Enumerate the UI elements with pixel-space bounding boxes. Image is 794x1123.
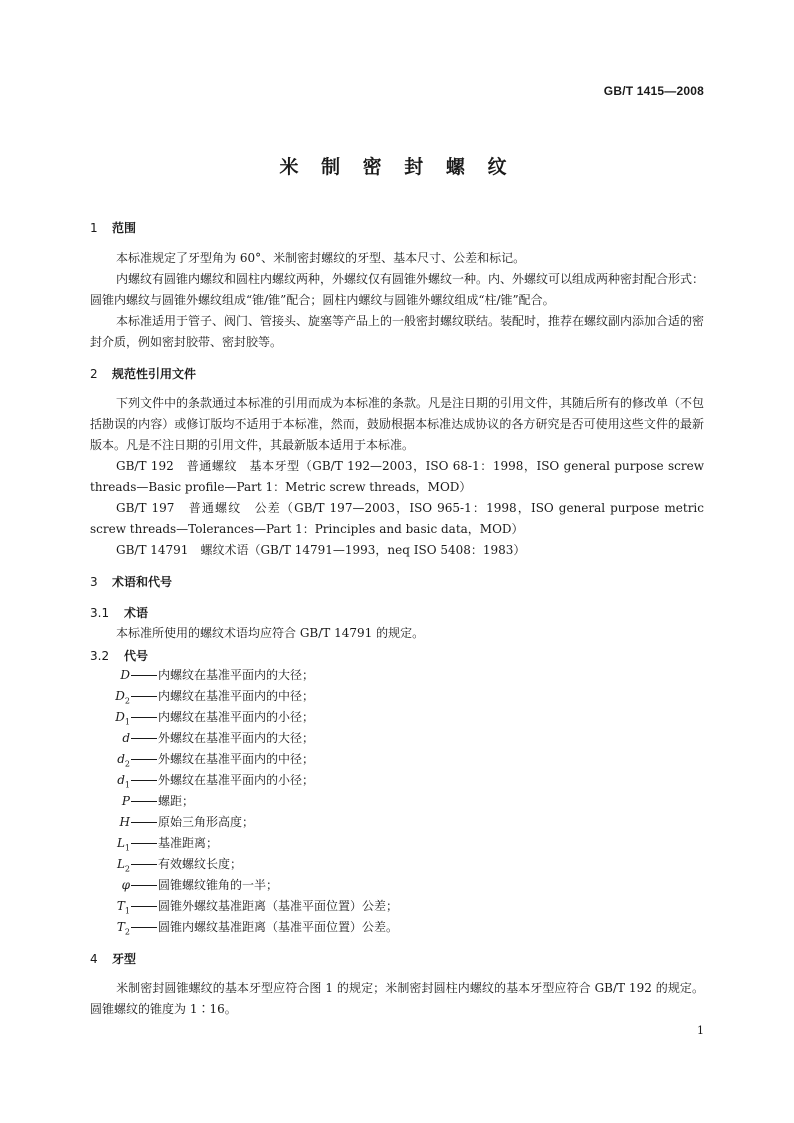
section-number: 1 bbox=[90, 221, 98, 235]
section-2-heading bbox=[90, 365, 196, 382]
em-dash bbox=[130, 875, 158, 896]
symbol-description: 内螺纹在基准平面内的中径； bbox=[158, 689, 315, 703]
profile-paragraph: 米制密封圆锥螺纹的基本牙型应符合图 1 的规定；米制密封圆柱内螺纹的基本牙型应符合 GB/T 192 的规定。圆锥螺纹的锥度为 1∶16。 bbox=[90, 981, 704, 1016]
document-title: 米 制 密 封 螺 纹 bbox=[279, 156, 515, 178]
section-title: 规范性引用文件 bbox=[112, 367, 197, 381]
symbol-description: 圆锥内螺纹基准距离（基准平面位置）公差。 bbox=[158, 920, 399, 934]
symbol: $d_1$ bbox=[117, 773, 130, 790]
symbol: $L_1$ bbox=[116, 836, 130, 853]
symbol-row bbox=[90, 728, 704, 749]
symbol-row bbox=[90, 665, 704, 686]
symbol: φ bbox=[121, 878, 130, 892]
symbol-row bbox=[90, 791, 704, 812]
section-3-heading bbox=[90, 573, 172, 590]
references-intro: 下列文件中的条款通过本标准的引用而成为本标准的条款。凡是注日期的引用文件，其随后所有的修改单（不包括勘误的内容）或修订版均不适用于本标准，然而，鼓励根据本标准达成协议的各方研究是否可使用这些文件的最新版本。凡是不注日期的引用文件，其最新版本适用于本标准。 bbox=[90, 396, 705, 452]
symbol-description: 原始三角形高度； bbox=[158, 815, 255, 829]
terms-paragraph: 本标准所使用的螺纹术语均应符合 GB/T 14791 的规定。 bbox=[116, 626, 425, 640]
symbol: D bbox=[120, 668, 130, 682]
em-dash bbox=[130, 728, 158, 749]
symbol-description: 螺距； bbox=[158, 794, 195, 808]
symbol: d bbox=[122, 731, 130, 745]
symbol-row bbox=[90, 812, 704, 833]
reference-gbt197: GB/T 197 普通螺纹 公差（GB/T 197—2003，ISO 965-1：1998，ISO general purpose metric screw threads—Tolerances—Part 1：Principles and basic data，MOD） bbox=[90, 501, 704, 536]
section-number: 4 bbox=[90, 952, 98, 966]
em-dash bbox=[130, 917, 158, 938]
section-title: 牙型 bbox=[112, 952, 137, 966]
symbol-description: 内螺纹在基准平面内的大径； bbox=[158, 668, 315, 682]
section-title: 术语和代号 bbox=[112, 575, 173, 589]
em-dash bbox=[130, 896, 158, 917]
section-title: 术语 bbox=[124, 606, 149, 620]
section-3-2-heading bbox=[90, 647, 148, 664]
reference-gbt14791: GB/T 14791 螺纹术语（GB/T 14791—1993，neq ISO 5408：1983） bbox=[116, 543, 526, 557]
symbol-description: 外螺纹在基准平面内的大径； bbox=[158, 731, 315, 745]
symbol-description: 基准距离； bbox=[158, 836, 219, 850]
symbol: $d_2$ bbox=[117, 752, 130, 769]
symbol: $T_2$ bbox=[116, 920, 130, 937]
symbol-description: 圆锥外螺纹基准距离（基准平面位置）公差； bbox=[158, 899, 399, 913]
symbol-description: 内螺纹在基准平面内的小径； bbox=[158, 710, 315, 724]
em-dash bbox=[130, 665, 158, 686]
symbol-description: 圆锥螺纹锥角的一半； bbox=[158, 878, 279, 892]
em-dash bbox=[130, 854, 158, 875]
symbol: H bbox=[119, 815, 130, 829]
symbol: P bbox=[121, 794, 130, 808]
em-dash bbox=[130, 707, 158, 728]
section-title: 范围 bbox=[112, 221, 137, 235]
scope-paragraph-1: 本标准规定了牙型角为 60°、米制密封螺纹的牙型、基本尺寸、公差和标记。 bbox=[116, 251, 526, 265]
section-4-heading bbox=[90, 950, 136, 967]
section-title: 代号 bbox=[124, 649, 149, 663]
symbol-row bbox=[90, 875, 704, 896]
scope-paragraph-2: 内螺纹有圆锥内螺纹和圆柱内螺纹两种，外螺纹仅有圆锥外螺纹一种。内、外螺纹可以组成两种密封配合形式：圆锥内螺纹与圆锥外螺纹组成“锥/锥”配合；圆柱内螺纹与圆锥外螺纹组成“柱/锥”配合。 bbox=[90, 272, 705, 307]
section-3-1-heading bbox=[90, 604, 148, 621]
symbol: $T_1$ bbox=[116, 899, 130, 916]
symbol-row bbox=[90, 917, 704, 942]
em-dash bbox=[130, 833, 158, 854]
section-number: 2 bbox=[90, 367, 98, 381]
em-dash bbox=[130, 812, 158, 833]
reference-gbt192: GB/T 192 普通螺纹 基本牙型（GB/T 192—2003，ISO 68-1：1998，ISO general purpose screw threads—Basic profile—Part 1：Metric screw threads，MOD） bbox=[90, 459, 704, 494]
symbol: $L_2$ bbox=[116, 857, 130, 874]
symbol-description: 外螺纹在基准平面内的小径； bbox=[158, 773, 315, 787]
page-number: 1 bbox=[697, 1024, 704, 1037]
symbol: $D_2$ bbox=[115, 689, 130, 706]
em-dash bbox=[130, 770, 158, 791]
section-1-heading bbox=[90, 219, 136, 236]
em-dash bbox=[130, 686, 158, 707]
section-number: 3.1 bbox=[90, 606, 110, 620]
standard-number: GB/T 1415—2008 bbox=[603, 84, 704, 98]
section-number: 3 bbox=[90, 575, 98, 589]
em-dash bbox=[130, 749, 158, 770]
em-dash bbox=[130, 791, 158, 812]
symbol-description: 有效螺纹长度； bbox=[158, 857, 243, 871]
scope-paragraph-3: 本标准适用于管子、阀门、管接头、旋塞等产品上的一般密封螺纹联结。装配时，推荐在螺纹副内添加合适的密封介质，例如密封胶带、密封胶等。 bbox=[90, 314, 705, 349]
section-number: 3.2 bbox=[90, 649, 110, 663]
symbol-description: 外螺纹在基准平面内的中径； bbox=[158, 752, 315, 766]
symbol: $D_1$ bbox=[115, 710, 130, 727]
